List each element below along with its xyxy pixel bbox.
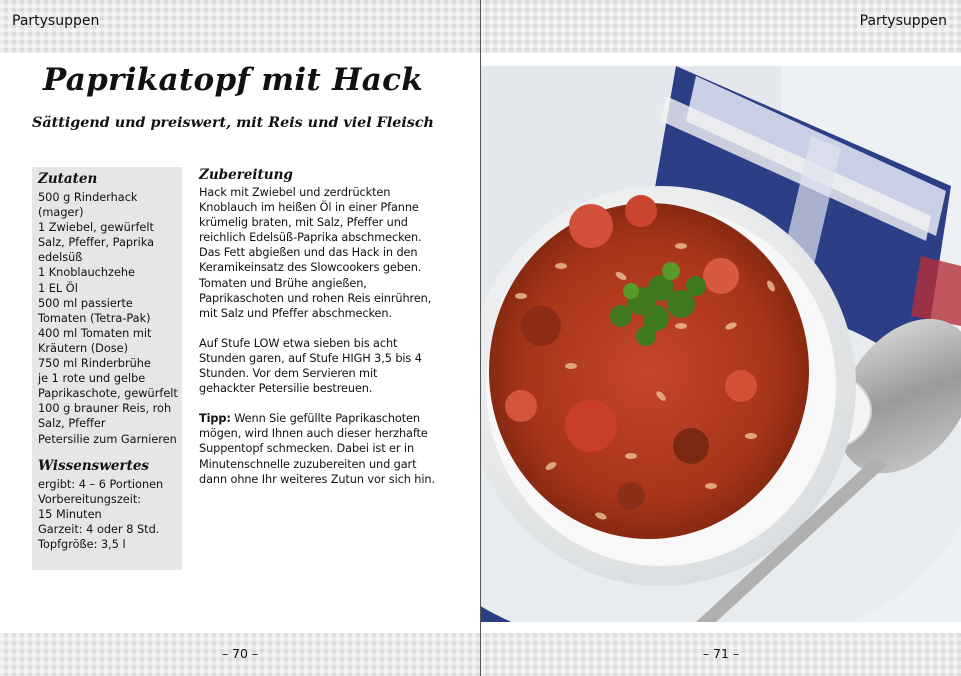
zubereitung-heading: Zubereitung (199, 167, 293, 183)
text-line: Topfgröße: 3,5 l (38, 537, 126, 551)
recipe-title: Paprikatopf mit Hack (42, 62, 424, 98)
preparation-section (199, 167, 444, 502)
text-line: Paprikaschoten und rohen Reis einrühren, (199, 291, 432, 305)
section-label: Partysuppen (12, 13, 100, 29)
recipe-subtitle: Sättigend und preiswert, mit Reis und viel Fleisch (32, 115, 434, 131)
page-number: – 70 – (221, 646, 259, 661)
text-line: Suppentopf schmecken. Dabei ist er in (199, 442, 415, 456)
text-line: edelsüß (38, 251, 83, 265)
text-line: gehackter Petersilie bestreuen. (199, 382, 373, 396)
text-line: Knoblauch im heißen Öl in einer Pfanne (199, 201, 419, 215)
text-line: Auf Stufe LOW etwa sieben bis acht (199, 336, 398, 350)
text-line: Tomaten und Brühe angießen, (199, 276, 367, 290)
text-line: ergibt: 4 – 6 Portionen (38, 477, 164, 491)
text-line: 400 ml Tomaten mit (38, 326, 152, 340)
text-line: Hack mit Zwiebel und zerdrückten (199, 186, 391, 199)
tip-paragraph (199, 411, 444, 486)
text-line: (mager) (38, 206, 84, 220)
text-line: Vorbereitungszeit: (38, 492, 142, 506)
text-line: 1 Knoblauchzehe (38, 266, 136, 280)
text-line: 750 ml Rinderbrühe (38, 357, 151, 371)
text-line: Salz, Pfeffer (38, 417, 106, 431)
text-line: Minutenschnelle zuzubereiten und gart (199, 457, 417, 471)
text-line: Keramikeinsatz des Slowcookers geben. (199, 261, 422, 275)
cooking-paragraph (199, 336, 444, 396)
text-line: Paprikaschote, gewürfelt (38, 387, 178, 401)
text-line: 500 ml passierte (38, 296, 133, 310)
facts-list (38, 477, 182, 552)
text-line: Stunden garen, auf Stufe HIGH 3,5 bis 4 (199, 351, 422, 365)
text-line: 15 Minuten (38, 507, 102, 521)
text-line: mit Salz und Pfeffer abschmecken. (199, 306, 392, 320)
wissenswertes-heading: Wissenswertes (38, 457, 150, 474)
text-line: 1 EL Öl (38, 281, 78, 295)
text-line: Salz, Pfeffer, Paprika (38, 236, 155, 250)
left-page (0, 0, 480, 676)
text-line: 500 g Rinderhack (38, 191, 138, 204)
text-line: Stunden. Vor dem Servieren mit (199, 367, 378, 381)
text-line: krümelig braten, mit Salz, Pfeffer und (199, 216, 408, 230)
zutaten-heading: Zutaten (38, 171, 98, 187)
ingredients-sidebar (32, 167, 182, 570)
text-line: reichlich Edelsüß-Paprika abschmecken. (199, 231, 422, 245)
soup-photo (481, 66, 961, 622)
soup (489, 203, 809, 539)
preparation-paragraph (199, 185, 444, 321)
text-line: Tomaten (Tetra-Pak) (38, 311, 151, 325)
text-line: Garzeit: 4 oder 8 Std. (38, 522, 160, 536)
tip-first-line (199, 411, 444, 426)
tip-label: Tipp: (199, 412, 231, 426)
text-line: Petersilie zum Garnieren (38, 432, 177, 446)
right-page (481, 0, 961, 676)
text-line: 100 g brauner Reis, roh (38, 402, 172, 416)
ingredient-list (38, 190, 182, 447)
text-line: Das Fett abgießen und das Hack in den (199, 246, 418, 260)
text-line: je 1 rote und gelbe (38, 372, 146, 386)
page-number: – 71 – (702, 646, 740, 661)
tip-rest (199, 426, 444, 486)
text-line: mögen, wird Ihnen auch dieser herzhafte (199, 427, 428, 441)
tip-text: Wenn Sie gefüllte Paprikaschoten (230, 412, 420, 426)
section-label: Partysuppen (859, 13, 947, 29)
text-line: dann ohne Ihr weiteres Zutun vor sich hin. (199, 472, 435, 486)
text-line: Kräutern (Dose) (38, 341, 128, 355)
text-line: 1 Zwiebel, gewürfelt (38, 221, 154, 235)
